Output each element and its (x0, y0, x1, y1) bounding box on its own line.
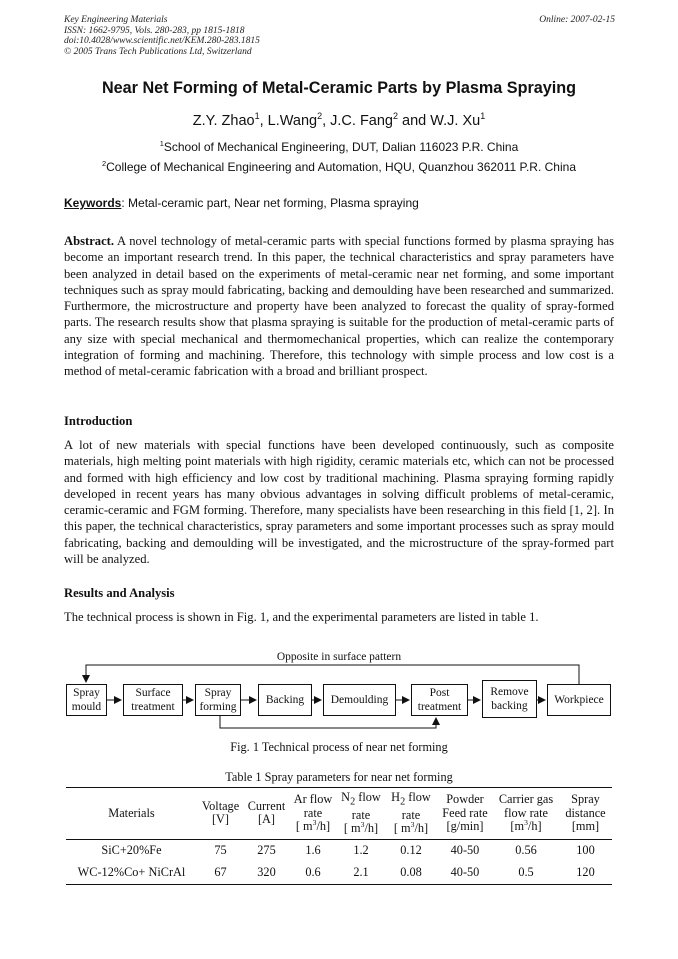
cell-voltage: 67 (214, 864, 227, 879)
author-affil-mark: 2 (317, 111, 323, 122)
cell-current: 320 (257, 864, 276, 879)
cell-material: SiC+20%Fe (101, 842, 162, 857)
step-label: Demoulding (330, 694, 389, 706)
col-header-voltage: Voltage [V] (201, 798, 240, 827)
issn-line: ISSN: 1662-9795, Vols. 280-283, pp 1815-1818 (64, 25, 245, 36)
col-header-n2-flow: $N_2$ flow rate [ $m^3/h$] (341, 790, 381, 836)
table-caption: Table 1 Spray parameters for near net forming (225, 770, 453, 784)
figure-caption: Fig. 1 Technical process of near net forming (230, 740, 448, 754)
cell-h2-flow: 0.12 (400, 842, 422, 857)
col-header-h2-flow: $H_2$ flow rate [ $m^3/h$] (391, 790, 431, 836)
step-label: Surface (135, 687, 171, 699)
step-label: Workpiece (554, 694, 604, 706)
cell-voltage: 75 (214, 842, 227, 857)
cell-powder-feed: 40-50 (450, 864, 480, 879)
step-label: Remove (490, 686, 529, 698)
step-spray-forming (195, 684, 241, 716)
cell-n2-flow: 2.1 (353, 864, 369, 879)
step-label: treatment (131, 701, 175, 713)
cell-n2-flow: 1.2 (353, 842, 369, 857)
bypass-arrow (220, 716, 436, 728)
step-label: backing (491, 700, 528, 712)
results-heading: Results and Analysis (64, 586, 175, 600)
doi-line: doi:10.4028/www.scientific.net/KEM.280-283.1815 (64, 36, 260, 46)
online-date: Online: 2007-02-15 (539, 15, 615, 25)
step-surface-treatment (123, 684, 183, 716)
cell-ar-flow: 0.6 (305, 864, 321, 879)
spray-parameters-table (66, 787, 612, 885)
author-name: and W.J. Xu (398, 113, 481, 129)
step-label: Backing (265, 694, 305, 706)
keywords-label: Keywords (64, 196, 122, 210)
introduction-heading: Introduction (64, 414, 133, 428)
cell-powder-feed: 40-50 (450, 842, 480, 857)
cell-spray-distance: 120 (576, 864, 595, 879)
table-row (66, 839, 612, 862)
cell-ar-flow: 1.6 (305, 842, 321, 857)
author-name: Z.Y. Zhao (192, 113, 255, 129)
paper-title: Near Net Forming of Metal-Ceramic Parts by Plasma Spraying (101, 79, 577, 97)
abstract-label: Abstract. (64, 234, 115, 248)
step-spray-mould (66, 684, 107, 716)
step-label: mould (71, 701, 102, 713)
step-label: treatment (417, 701, 462, 713)
author-affil-mark: 2 (393, 111, 398, 122)
journal-name: Key Engineering Materials (64, 15, 168, 25)
col-header-powder-feed: Powder Feed rate [g/min] (442, 792, 488, 834)
copyright-line: © 2005 Trans Tech Publications Ltd, Switzerland (64, 46, 252, 57)
keywords-colon: : (121, 196, 125, 210)
author-affil-mark: 1 (480, 111, 486, 122)
feedback-label: Opposite in surface pattern (276, 651, 402, 663)
cell-carrier-gas: 0.5 (518, 864, 534, 879)
cell-spray-distance: 100 (576, 842, 595, 857)
step-post-treatment (411, 684, 468, 716)
affil-text: College of Mechanical Engineering and Automation, HQU, Quanzhou 362011 P.R. China (106, 160, 576, 174)
keywords-text: Metal-ceramic part, Near net forming, Plasma spraying (124, 196, 419, 210)
col-header-ar-flow: Ar flow rate [ $m^3/h$] (293, 792, 333, 834)
step-remove-backing (482, 680, 537, 718)
col-header-carrier-gas: Carrier gas flow rate $[m^3/h]$ (498, 792, 554, 834)
table-header-row (66, 788, 612, 840)
step-label: forming (199, 701, 237, 713)
author-affil-mark: 1 (254, 111, 260, 122)
step-demoulding (323, 684, 396, 716)
author-name: , J.C. Fang (322, 113, 393, 129)
cell-material: WC-12%Co+ NiCrAl (77, 864, 186, 879)
cell-current: 275 (257, 842, 276, 857)
step-backing (258, 684, 312, 716)
results-paragraph: The technical process is shown in Fig. 1, and the experimental parameters are listed in table 1. (64, 610, 539, 624)
cell-h2-flow: 0.08 (400, 864, 422, 879)
abstract-text: A novel technology of metal-ceramic parts with special functions formed by plasma spraying has become an important research trend. In this paper, the technical characteristics and spray parameters have been analyzed in detail based on the experiments of metal-ceramic near net forming, and some important techniques such as spray mould fabricating, backing and demoulding have been researched and summarized. Furthermore, the microstructure and property have been analyzed to forecast the quality of spray-formed parts. The research results show that plasma spraying is suitable for the production of metal-ceramic parts of any size with special mechanical and thermomechanical properties, which can realize the contemporary integration of forming and machining. Therefore, this technology with simple process and low cost is a method of metal-ceramic fabrication with a broad and brilliant prospect. (64, 234, 614, 379)
col-header-spray-distance: Spray distance [mm] (565, 792, 606, 834)
table-row (66, 862, 612, 885)
col-header-current: Current [A] (247, 798, 286, 827)
step-label: Spray (204, 687, 232, 699)
introduction-paragraph: A lot of new materials with special functions have been developed continuously, such as composite materials, high melting point materials with high rigidity, ceramic materials etc, which can not be processed and formed with high efficiency and low cost by traditional machining. Plasma spraying forming rapidly developed in recent years has many obvious advantages in solving difficult problems of metal-ceramic, ceramic-ceramic and FGM forming. Therefore, many specialists have been researching in this field [1, 2]. In this paper, the technical characteristics, spray parameters and some important processes such as spray mould fabricating, backing and demoulding will be investigated, and the microstructure of the spray-formed part will be analyzed. (64, 438, 614, 567)
affil-mark: 1 (159, 139, 164, 148)
col-header-materials: Materials (108, 805, 155, 820)
step-label: Post (429, 687, 450, 699)
affil-text: School of Mechanical Engineering, DUT, Dalian 116023 P.R. China (163, 140, 519, 154)
step-workpiece (547, 684, 611, 716)
author-name: , L.Wang (259, 113, 318, 129)
step-label: Spray (73, 687, 100, 699)
cell-carrier-gas: 0.56 (515, 842, 537, 857)
affil-mark: 2 (102, 159, 107, 168)
